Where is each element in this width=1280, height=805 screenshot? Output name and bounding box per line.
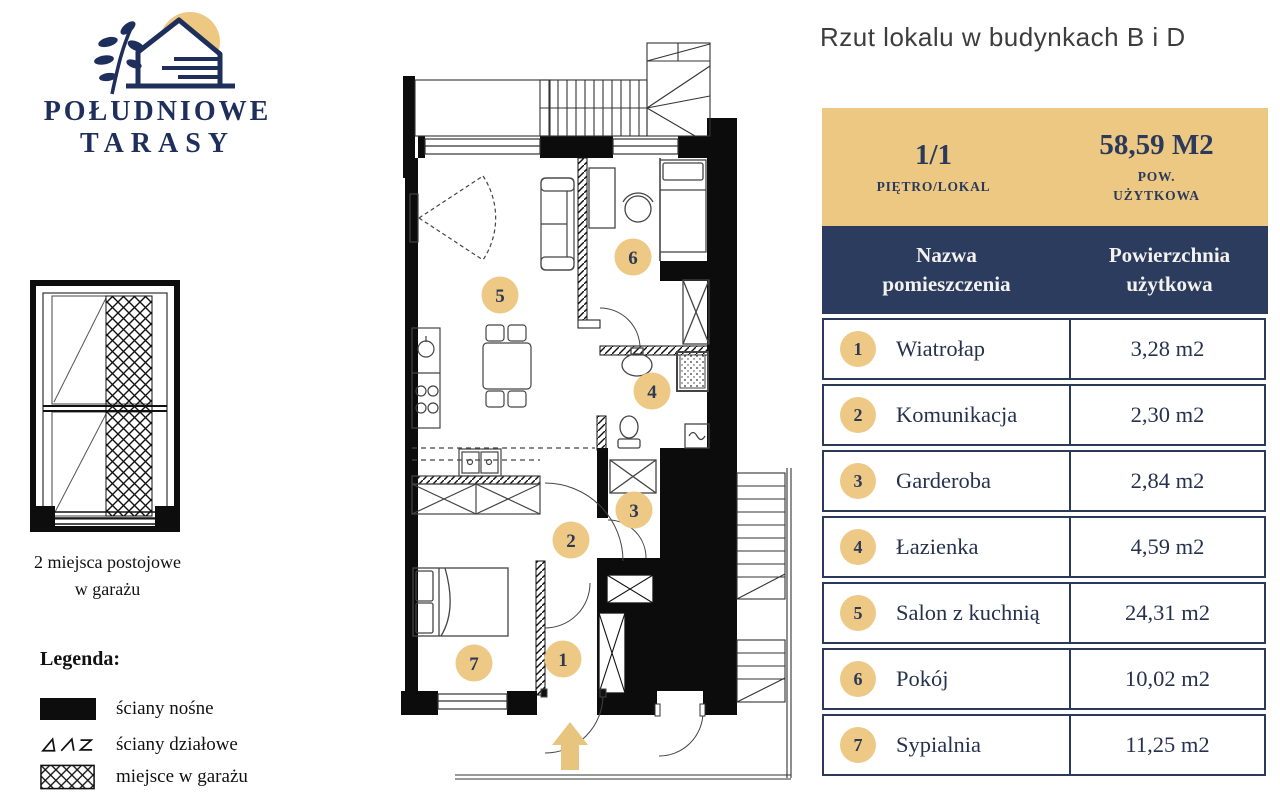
room-name: Wiatrołap [896,336,986,362]
partition-wall-swatch-icon [40,736,96,754]
room-name: Salon z kuchnią [896,600,1040,626]
room-area: 4,59 m2 [1130,534,1205,559]
summary-unit [822,108,1045,226]
bathroom-fixtures [600,280,709,448]
room-area: 2,30 m2 [1130,402,1205,427]
table-row [822,714,1268,776]
unit-value: 1/1 [914,138,953,171]
garage-plan-icon [30,280,180,535]
room-badge-6: 6 [628,248,638,269]
row-number-badge: 2 [840,397,876,433]
legend-item-garage-spot [40,764,248,790]
logo-icon [38,4,278,96]
summary-area [1045,108,1268,226]
legend-item-load-bearing [40,698,214,720]
room-badge-1: 1 [558,650,568,671]
room-badge-5: 5 [495,286,505,307]
rooms-table [822,318,1268,780]
unit-label: PIĘTRO/LOKAL [876,178,991,194]
floor-plan [395,18,800,798]
header-name-col: Nazwa pomieszczenia [882,242,1011,296]
solid-wall-swatch-icon [40,698,96,720]
legend-label: ściany działowe [116,734,238,755]
logo-house-icon [126,20,235,86]
kitchen-island [412,448,595,514]
brand-logo [25,4,290,160]
legend-item-partition [40,734,238,756]
row-number-badge: 4 [840,529,876,565]
room-name: Sypialnia [896,732,981,758]
room-area: 10,02 m2 [1124,666,1210,691]
table-row [822,450,1268,512]
room7-bed [413,568,508,636]
floor-plan-drawing [395,18,800,793]
room-badge-3: 3 [629,501,639,522]
room-badge-4: 4 [647,382,657,403]
room-area: 2,84 m2 [1130,468,1205,493]
entrance-arrow-icon [552,722,588,770]
sofa [541,178,574,270]
table-row [822,582,1268,644]
load-bearing-walls [401,76,737,715]
room-badge-7: 7 [469,654,479,675]
row-number-badge: 6 [840,661,876,697]
table-row [822,648,1268,710]
row-number-badge: 7 [840,727,876,763]
dining-table [483,325,531,407]
room-area: 24,31 m2 [1124,600,1210,625]
balcony-door-swing [419,176,496,260]
crosshatch-swatch-icon [40,764,96,790]
legend-label: miejsce w garażu [116,766,248,787]
room-area: 11,25 m2 [1125,732,1210,757]
area-value: 58,59 M2 [1099,129,1214,162]
room-area: 3,28 m2 [1130,336,1205,361]
room-name: Komunikacja [896,402,1018,428]
room-name: Pokój [896,666,949,692]
legend-label: ściany nośne [116,698,214,719]
table-row [822,318,1268,380]
table-row [822,384,1268,446]
legend-title: Legenda: [40,648,120,670]
header-area-col: Powierzchnia użytkowa [1108,242,1231,296]
area-label: POW. UŻYTKOWA [1113,168,1200,204]
table-row [822,516,1268,578]
row-number-badge: 5 [840,595,876,631]
terrace-and-stairs [415,43,710,136]
summary-box [822,108,1268,226]
row-number-badge: 3 [840,463,876,499]
room-name: Łazienka [896,534,979,560]
page-title: Rzut lokalu w budynkach B i D [820,22,1186,52]
washing-machine [685,424,709,448]
room-name: Garderoba [896,468,991,494]
table-header [822,226,1268,314]
logo-text-line2: TARASY [79,128,236,160]
logo-text-line1: POŁUDNIOWE [43,96,272,127]
salon-furniture [410,176,595,514]
garage-diagram [30,280,180,540]
row-number-badge: 1 [840,331,876,367]
room-badge-2: 2 [566,531,576,552]
garage-caption: 2 miejsca postojowe w garażu [34,552,181,599]
